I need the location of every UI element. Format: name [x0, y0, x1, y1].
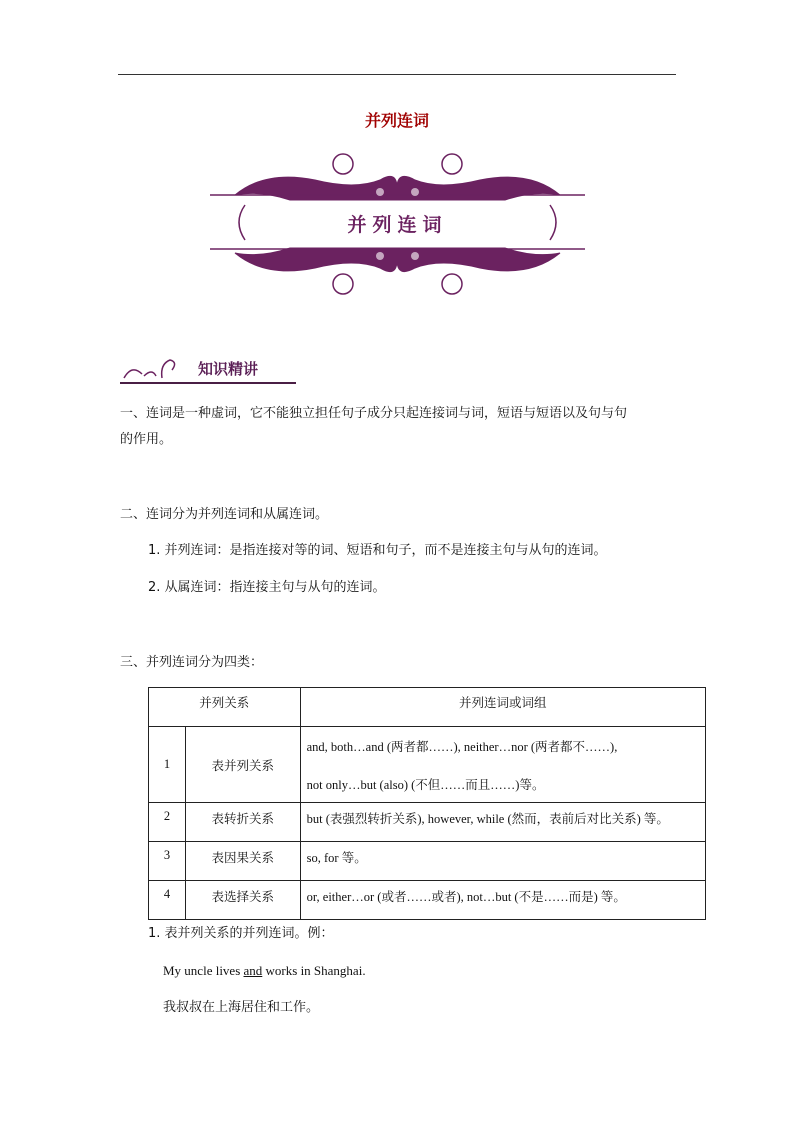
table-row: [149, 727, 706, 803]
table-header-row: [149, 688, 706, 727]
underlined-conjunction: and: [243, 963, 263, 978]
row-words: so, for 等。: [300, 842, 705, 881]
row-words: [300, 727, 705, 803]
table-row: [149, 803, 706, 842]
conjunction-table: [148, 687, 706, 920]
row-num: 4: [149, 881, 186, 920]
words-line: and, both…and (两者都……), neither…nor (两者都不……),: [306, 739, 618, 754]
list-item: 1. 并列连词：是指连接对等的词、短语和句子，而不是连接主句与从句的连词。: [148, 543, 607, 558]
header-words: 并列连词或词组: [300, 688, 705, 727]
section-heading: [120, 352, 296, 384]
header-relation: 并列关系: [149, 688, 301, 727]
paragraph-2: 二、连词分为并列连词和从属连词。: [120, 507, 329, 522]
paragraph-1-cont: 的作用。: [120, 432, 173, 447]
example-chinese: 我叔叔在上海居住和工作。: [163, 1000, 320, 1015]
row-num: 3: [149, 842, 186, 881]
row-type: 表选择关系: [186, 881, 301, 920]
example-text: works in Shanghai.: [262, 963, 366, 978]
row-type: 表因果关系: [186, 842, 301, 881]
words-line: not only…but (also) (不但……而且……)等。: [306, 777, 545, 792]
row-num: 1: [149, 727, 186, 803]
list-item: 2. 从属连词：指连接主句与从句的连词。: [148, 580, 386, 595]
row-type: 表并列关系: [186, 727, 301, 803]
header-rule: [118, 74, 676, 75]
paragraph-1: 一、连词是一种虚词，它不能独立担任句子成分只起连接词与词，短语与短语以及句与句: [120, 406, 628, 421]
row-num: 2: [149, 803, 186, 842]
banner-text: 并列连词: [347, 214, 448, 236]
section-heading-text: 知识精讲: [198, 360, 259, 378]
example-english: [163, 963, 366, 979]
doc-title: 并列连词: [364, 111, 429, 130]
table-row: [149, 842, 706, 881]
row-words: but (表强烈转折关系), however, while (然而，表前后对比关系) 等。: [300, 803, 705, 842]
example-heading: 1. 表并列关系的并列连词。例：: [148, 926, 334, 941]
flourish-icon: [122, 354, 182, 380]
row-words: or, either…or (或者……或者), not…but (不是……而是) 等。: [300, 881, 705, 920]
row-type: 表转折关系: [186, 803, 301, 842]
paragraph-3: 三、并列连词分为四类：: [120, 655, 264, 670]
table-row: [149, 881, 706, 920]
example-text: My uncle lives: [163, 963, 244, 978]
title-banner: [205, 150, 590, 298]
